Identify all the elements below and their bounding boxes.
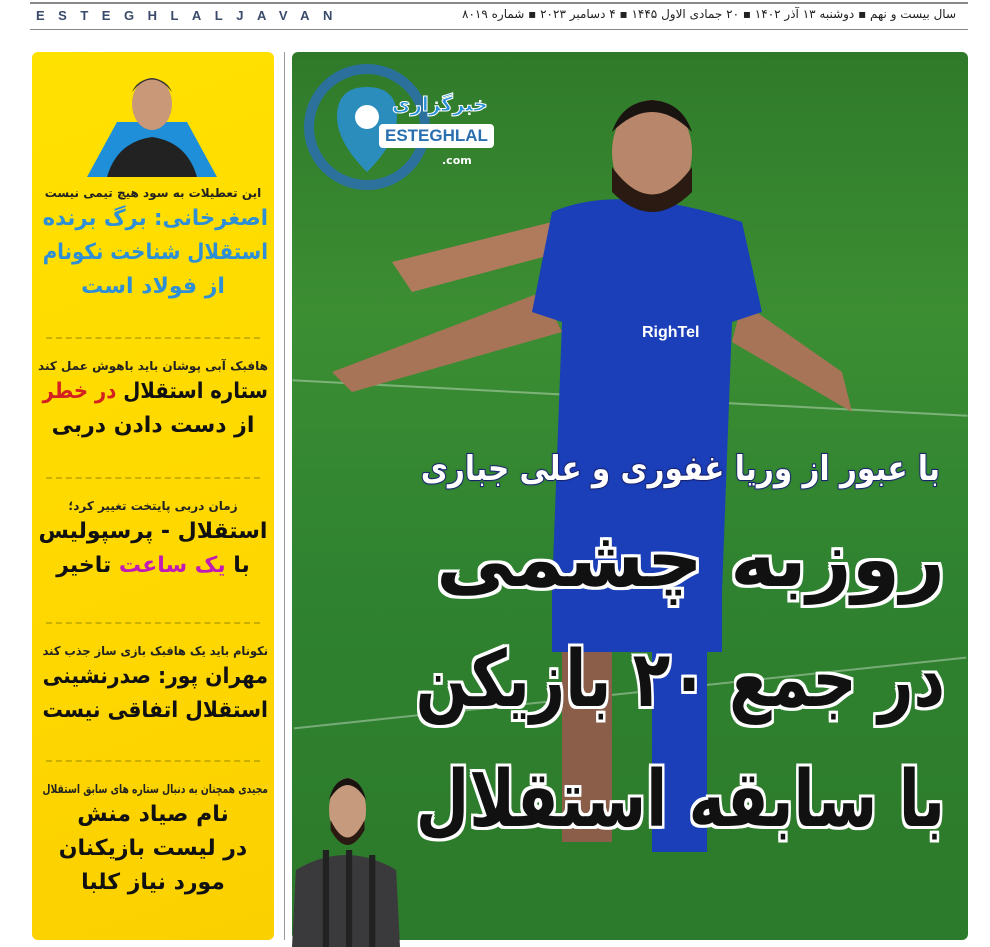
watermark-text-fa: خبرگزاری: [392, 92, 488, 116]
story-headline: مورد نیاز کلبا: [81, 870, 225, 895]
main-headline-line-2: در جمع ۲۰ بازیکن: [415, 635, 945, 725]
story-kicker: نکونام باید یک هافبک بازی ساز جذب کند: [42, 644, 268, 658]
watermark-text-en: ESTEGHLAL: [379, 124, 494, 148]
main-headline-line-1: روزبه چشمی: [436, 515, 945, 605]
columnist-portrait: [87, 62, 217, 177]
story-headline: در لیست بازیکنان: [58, 836, 248, 861]
story-headline: از فولاد است: [81, 274, 225, 299]
divider: [46, 337, 260, 339]
story-headline-highlight: در خطر: [42, 379, 117, 404]
story-headline: از دست دادن دربی: [51, 413, 255, 438]
story-derby-time[interactable]: [38, 497, 268, 583]
story-headline: تاخیر: [56, 553, 119, 578]
sidebar: [32, 52, 274, 940]
story-kicker: مجیدی همچنان به دنبال ستاره های سابق استقلال: [42, 782, 269, 796]
watermark-suffix: .com: [442, 154, 472, 167]
story-headline: ستاره استقلال: [116, 379, 269, 404]
jersey-sponsor: RighTel: [642, 324, 700, 341]
story-asgharkhani[interactable]: [38, 184, 268, 304]
dateline: سال بیست و نهم ▪ دوشنبه ۱۳ آذر ۱۴۰۲ ▪ ۲۰ جمادی الاول ۱۴۴۵ ▪ ۴ دسامبر ۲۰۲۳ ▪ شماره ۸۰۱۹: [462, 7, 956, 21]
story-headline: با: [225, 553, 250, 578]
story-kicker: این تعطیلات به سود هیچ تیمی نیست: [44, 186, 262, 200]
main-headline-line-3: با سابقه استقلال: [415, 755, 945, 845]
story-headline: استقلال اتفاقی نیست: [42, 698, 269, 723]
divider: [46, 477, 260, 479]
main-kicker: با عبور از وریا غفوری و علی جباری: [420, 449, 940, 489]
story-headline: مهران پور: صدرنشینی: [42, 664, 268, 689]
divider: [46, 760, 260, 762]
story-derby-star[interactable]: [38, 357, 268, 443]
masthead: ESTEGHLALJAVAN: [36, 8, 346, 23]
story-mehranpour[interactable]: [38, 642, 268, 728]
column-divider: [284, 52, 285, 940]
story-kicker: زمان دربی پایتخت تغییر کرد؛: [68, 499, 238, 513]
story-headline: استقلال شناخت نکونام: [42, 240, 268, 265]
story-headline: استقلال - پرسپولیس: [38, 519, 268, 544]
divider: [46, 622, 260, 624]
story-headline-highlight: یک ساعت: [118, 553, 226, 578]
story-kicker: هافبک آبی پوشان باید باهوش عمل کند: [38, 359, 268, 373]
watermark: [302, 62, 502, 192]
header-rule: [30, 29, 968, 30]
story-sayyadmanesh[interactable]: [38, 780, 268, 900]
story-headline: نام صیاد منش: [77, 802, 229, 827]
top-rule: [30, 2, 968, 4]
story-headline: اصغرخانی: برگ برنده: [42, 206, 268, 231]
player-sayyadmanesh-photo: [292, 770, 400, 947]
